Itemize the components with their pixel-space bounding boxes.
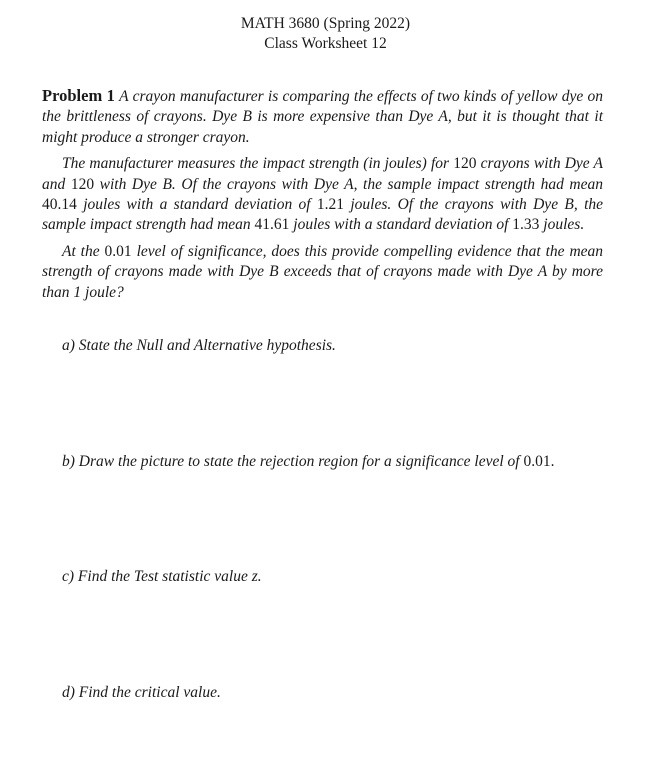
p2-text-3: with Dye B. Of the crayons with Dye A, the sample impact strength had mean [99, 175, 604, 193]
part-c-prompt: c) Find the Test statistic value z. [62, 568, 262, 585]
p2-text-2: crayons with Dye A and [42, 155, 604, 193]
problem-paragraph-2 [42, 154, 603, 236]
worksheet-title: Class Worksheet 12 [264, 35, 387, 52]
p3-significance-level: 0.01 [104, 242, 132, 260]
p2-mean-b: 41.61 [254, 216, 290, 234]
p2-text-4: joules with a standard deviation of [83, 196, 311, 214]
p2-mean-a: 40.14 [42, 196, 77, 214]
worksheet-header [0, 14, 651, 54]
part-b-significance: 0.01. [523, 453, 555, 470]
p2-sample-size-a: 120 [453, 155, 477, 173]
problem-label: Problem 1 [42, 86, 115, 105]
part-b-text: b) Draw the picture to state the rejection region for a significance level of [62, 453, 520, 470]
p2-sd-b: 1.33 [512, 216, 540, 234]
part-d-prompt: d) Find the critical value. [62, 684, 221, 701]
problem-intro [42, 86, 603, 148]
p2-text-7: joules. [543, 216, 585, 234]
p3-text-2: level of significance, does this provide compelling evidence that the mean strength of crayons made with Dye B exceeds that of crayons made with Dye A by more than 1 joule? [42, 242, 604, 301]
p2-sd-a: 1.21 [316, 196, 345, 214]
p2-text-6: joules with a standard deviation of [293, 216, 509, 234]
p2-sample-size-b: 120 [70, 175, 95, 193]
part-a-prompt: a) State the Null and Alternative hypothesis. [62, 337, 336, 354]
p2-text-1: The manufacturer measures the impact strength (in joules) for [62, 155, 450, 173]
part-b-prompt [62, 452, 554, 472]
p3-text-1: At the [62, 242, 100, 260]
problem-paragraph-3 [42, 242, 603, 303]
p2-text-5: joules. Of the crayons with Dye B, the sample impact strength had mean [42, 196, 603, 234]
problem-statement [42, 86, 603, 309]
course-title: MATH 3680 (Spring 2022) [240, 15, 411, 32]
problem-paragraph-1: A crayon manufacturer is comparing the effects of two kinds of yellow dye on the brittleness of crayons. Dye B is more expensive than Dye A, but it is thought that it might produce a stronger crayon. [42, 88, 604, 146]
